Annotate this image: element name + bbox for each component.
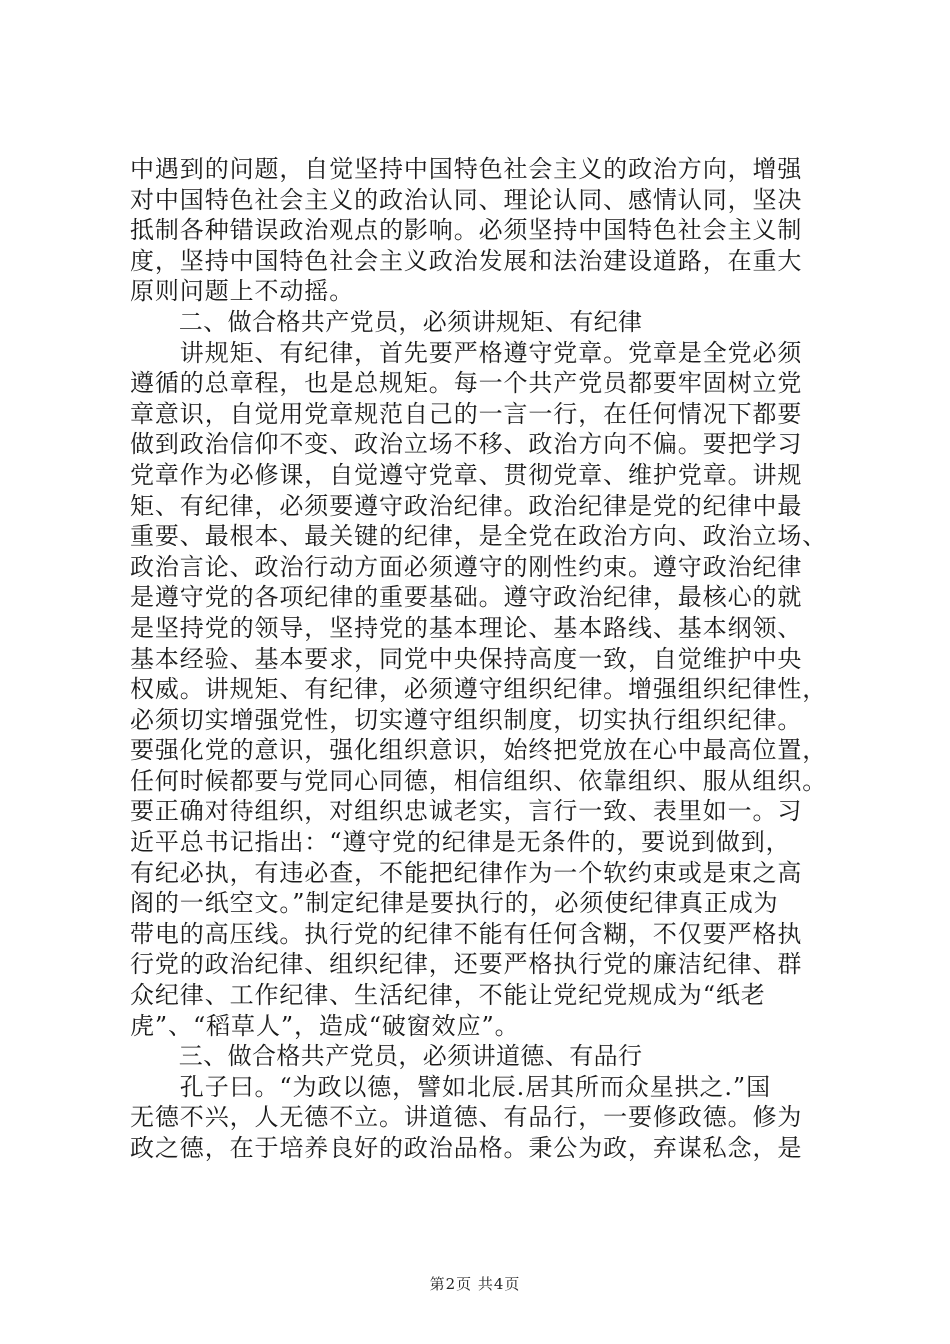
text-line: 要强化党的意识，强化组织意识，始终把党放在心中最高位置， bbox=[130, 736, 828, 765]
text-line: 抵制各种错误政治观点的影响。必须坚持中国特色社会主义制 bbox=[130, 216, 803, 245]
page-number-footer: 第2页 共4页 bbox=[429, 1275, 521, 1293]
text-line: 做到政治信仰不变、政治立场不移、政治方向不偏。要把学习 bbox=[130, 430, 803, 459]
text-line: 任何时候都要与党同心同德，相信组织、依靠组织、服从组织。 bbox=[130, 766, 828, 795]
text-line: 重要、最根本、最关键的纪律，是全党在政治方向、政治立场、 bbox=[130, 522, 828, 551]
text-line: 矩、有纪律，必须要遵守政治纪律。政治纪律是党的纪律中最 bbox=[130, 491, 803, 520]
text-line: 基本经验、基本要求，同党中央保持高度一致，自觉维护中央 bbox=[130, 644, 803, 673]
text-line: 政治言论、政治行动方面必须遵守的刚性约束。遵守政治纪律 bbox=[130, 552, 803, 581]
body-text bbox=[130, 154, 830, 1164]
text-line: 讲规矩、有纪律，首先要严格遵守党章。党章是全党必须 bbox=[130, 338, 803, 367]
text-line: 是坚持党的领导，坚持党的基本理论、基本路线、基本纲领、 bbox=[130, 613, 803, 642]
text-line: 是遵守党的各项纪律的重要基础。遵守政治纪律，最核心的就 bbox=[130, 583, 803, 612]
text-line: 对中国特色社会主义的政治认同、理论认同、感情认同，坚决 bbox=[130, 185, 803, 214]
text-line: 阁的一纸空文。”制定纪律是要执行的，必须使纪律真正成为 bbox=[130, 889, 779, 918]
text-line: 近平总书记指出：“遵守党的纪律是无条件的，要说到做到， bbox=[130, 828, 791, 857]
text-line: 度，坚持中国特色社会主义政治发展和法治建设道路，在重大 bbox=[130, 246, 803, 275]
text-line: 众纪律、工作纪律、生活纪律，不能让党纪党规成为“纸老 bbox=[130, 981, 766, 1010]
text-line: 党章作为必修课，自觉遵守党章、贯彻党章、维护党章。讲规 bbox=[130, 460, 803, 489]
section-heading-2: 二、做合格共产党员，必须讲规矩、有纪律 bbox=[130, 307, 643, 336]
text-line: 政之德，在于培养良好的政治品格。秉公为政，弃谋私念，是 bbox=[130, 1134, 803, 1162]
text-line: 虎”、“稻草人”，造成“破窗效应”。 bbox=[130, 1011, 520, 1040]
section-heading-3: 三、做合格共产党员，必须讲道德、有品行 bbox=[130, 1042, 643, 1071]
text-line: 原则问题上不动摇。 bbox=[130, 277, 355, 306]
text-line: 无德不兴，人无德不立。讲道德、有品行，一要修政德。修为 bbox=[130, 1103, 803, 1132]
text-line: 中遇到的问题，自觉坚持中国特色社会主义的政治方向，增强 bbox=[130, 155, 803, 183]
text-line: 有纪必执，有违必查，不能把纪律作为一个软约束或是束之高 bbox=[130, 858, 803, 887]
text-line: 权威。讲规矩、有纪律，必须遵守组织纪律。增强组织纪律性， bbox=[130, 675, 828, 704]
text-line: 行党的政治纪律、组织纪律，还要严格执行党的廉洁纪律、群 bbox=[130, 950, 803, 979]
text-line: 要正确对待组织，对组织忠诚老实，言行一致、表里如一。习 bbox=[130, 797, 803, 826]
text-line: 孔子曰。“为政以德，譬如北辰.居其所而众星拱之.”国 bbox=[130, 1072, 771, 1101]
text-line: 带电的高压线。执行党的纪律不能有任何含糊，不仅要严格执 bbox=[130, 919, 803, 948]
text-line: 章意识，自觉用党章规范自己的一言一行，在任何情况下都要 bbox=[130, 399, 803, 428]
text-line: 遵循的总章程，也是总规矩。每一个共产党员都要牢固树立党 bbox=[130, 369, 803, 398]
text-line: 必须切实增强党性，切实遵守组织制度，切实执行组织纪律。 bbox=[130, 705, 803, 734]
